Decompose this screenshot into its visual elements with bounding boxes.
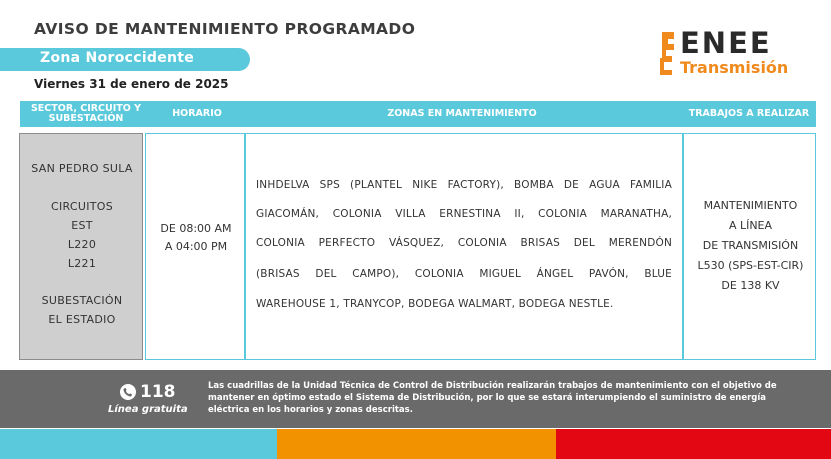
trabajo-line: L530 (SPS-EST-CIR) bbox=[697, 259, 804, 272]
horario-start: DE 08:00 AM bbox=[160, 222, 232, 235]
zona-line: WAREHOUSE 1, TRANYCOP, BODEGA WALMART, BODEGA NESTLE. bbox=[256, 298, 614, 310]
logo-subtitle: Transmisión bbox=[680, 58, 789, 77]
zona-line: COLONIA PERFECTO VÁSQUEZ, COLONIA BRISAS DEL MERENDÓN bbox=[256, 237, 672, 249]
table-header bbox=[20, 101, 816, 127]
column-header-zonas: ZONAS EN MANTENIMIENTO bbox=[387, 108, 537, 119]
horario-end: A 04:00 PM bbox=[164, 240, 228, 253]
table-body bbox=[19, 133, 816, 362]
horario-cell bbox=[145, 133, 245, 360]
stripe-red bbox=[556, 429, 831, 459]
substation-label: SUBESTACIÓN bbox=[41, 294, 123, 307]
zonas-cell bbox=[245, 133, 683, 360]
trabajo-line: DE TRANSMISIÓN bbox=[702, 239, 799, 252]
trabajo-line: DE 138 KV bbox=[721, 279, 780, 292]
circuit-item: L220 bbox=[67, 238, 97, 251]
zona-line: GIACOMÁN, COLONIA VILLA ERNESTINA II, COLONIA MARANATHA, bbox=[256, 208, 672, 220]
page-title: AVISO DE MANTENIMIENTO PROGRAMADO bbox=[34, 20, 416, 38]
stripe-cyan bbox=[0, 429, 277, 459]
zona-line: (BRISAS DEL CAMPO), COLONIA MIGUEL ÁNGEL PAVÓN, BLUE bbox=[256, 268, 672, 280]
footer-notice: Las cuadrillas de la Unidad Técnica de Control de Distribución realizarán trabajos de mantenimiento con el objetivo de mantener en óptimo estado el Sistema de Distribución, por lo que se estará interumpiendo el suministro de energía eléctrica en los horarios y zonas descritas. bbox=[208, 381, 777, 415]
circuits-label: CIRCUITOS bbox=[50, 200, 114, 213]
zone-label: Zona Noroccidente bbox=[40, 50, 195, 66]
circuit-item: L221 bbox=[67, 257, 97, 270]
phone-number[interactable]: 118 bbox=[140, 382, 176, 402]
trabajos-cell bbox=[683, 133, 816, 360]
notice-date: Viernes 31 de enero de 2025 bbox=[34, 77, 229, 91]
column-header-trabajos: TRABAJOS A REALIZAR bbox=[688, 108, 810, 119]
sector-city: SAN PEDRO SULA bbox=[31, 162, 133, 175]
trabajo-line: MANTENIMIENTO bbox=[703, 199, 798, 212]
substation-name: EL ESTADIO bbox=[48, 313, 116, 326]
trabajo-line: A LÍNEA bbox=[728, 219, 773, 232]
logo-text: ENEE bbox=[680, 26, 772, 60]
circuit-item: EST bbox=[71, 219, 93, 232]
stripe-orange bbox=[277, 429, 556, 459]
column-header-sector: SECTOR, CIRCUITO Y SUBESTACIÓN bbox=[30, 103, 142, 124]
phone-icon bbox=[120, 384, 136, 400]
phone-label: Línea gratuita bbox=[108, 404, 188, 415]
logo-mark-icon bbox=[658, 30, 676, 76]
column-header-horario: HORARIO bbox=[172, 108, 222, 119]
enee-logo bbox=[658, 28, 818, 80]
sector-cell bbox=[19, 133, 143, 360]
zona-line: INHDELVA SPS (PLANTEL NIKE FACTORY), BOMBA DE AGUA FAMILIA bbox=[256, 179, 672, 191]
